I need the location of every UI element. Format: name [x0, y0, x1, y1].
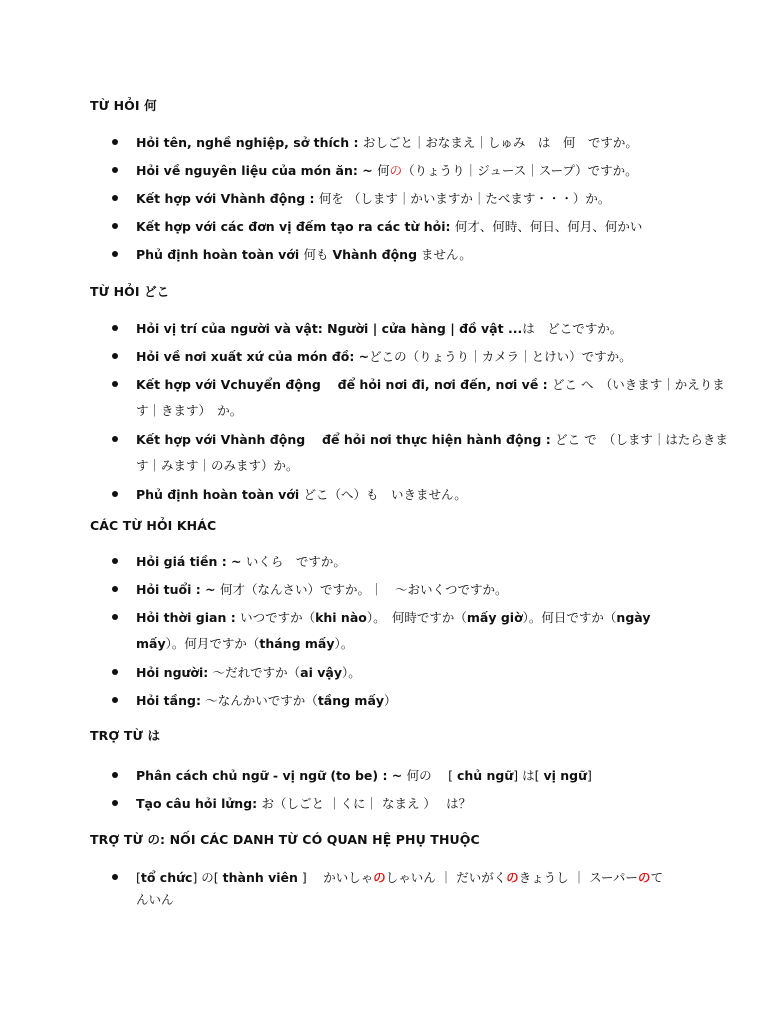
list-item — [136, 157, 678, 184]
item-label: Tạo câu hỏi lửng: — [136, 796, 262, 811]
item-text: ～なんかいですか（ — [205, 693, 318, 708]
item-text: は どこですか。 — [522, 321, 623, 336]
item-text: 何の [ — [406, 768, 457, 783]
bullet — [112, 772, 118, 778]
bullet — [112, 167, 118, 173]
bullet — [112, 325, 118, 331]
item-text: 何才、何時、何日、何月、何かい — [454, 219, 643, 234]
item-text: ～だれですか（ — [212, 665, 301, 680]
item-text: どこ で （します｜はたらきま — [555, 432, 728, 447]
list-item — [136, 129, 678, 156]
item-text: （りょうり｜ジュース｜スープ）ですか。 — [402, 163, 638, 178]
bullet — [112, 614, 118, 620]
item-text: ）。 — [334, 636, 354, 651]
item-label: Hỏi tuổi : ~ — [136, 582, 220, 597]
list-item — [136, 687, 678, 714]
item-label: mấy — [136, 636, 166, 651]
item-text: ） — [384, 693, 397, 708]
bullet — [112, 436, 118, 442]
bullet — [112, 381, 118, 387]
item-text: す｜みます｜のみます）か。 — [136, 458, 299, 473]
highlight-particle: の — [637, 870, 651, 885]
bullet — [112, 800, 118, 806]
item-text: どこ（へ）も いきません。 — [303, 487, 467, 502]
item-text: ません。 — [417, 247, 472, 262]
item-text: おしごと｜おなまえ｜しゅみ は 何 ですか。 — [362, 135, 638, 150]
item-text: ] は[ — [513, 768, 544, 783]
list-item — [136, 343, 678, 370]
item-text: お（しごと ｜くに｜ なまえ ） は？ — [261, 796, 472, 811]
bullet — [112, 251, 118, 257]
item-label: Phân cách chủ ngữ - vị ngữ (to be) : ~ — [136, 768, 407, 783]
section-heading: TRỢ TỪ は — [90, 728, 161, 743]
item-text: ）。 — [341, 665, 361, 680]
bullet — [112, 139, 118, 145]
list-item — [136, 241, 678, 268]
highlight-particle: の — [389, 163, 403, 178]
item-text: いくら ですか。 — [245, 554, 346, 569]
list-item-continuation — [136, 452, 678, 479]
item-text: ] かいしゃ — [297, 870, 374, 885]
item-text: ] — [587, 768, 592, 783]
item-label: tổ chức — [140, 870, 193, 885]
bullet — [112, 697, 118, 703]
item-label: chủ ngữ — [456, 768, 514, 783]
item-label: Hỏi người: — [136, 665, 213, 680]
item-text: 何才（なんさい）ですか。｜ ～おいくつですか。 — [219, 582, 508, 597]
item-label: vị ngữ — [543, 768, 587, 783]
item-label: Kết hợp với các đơn vị đếm tạo ra các từ hỏi: — [136, 219, 455, 234]
item-label: Hỏi tầng: — [136, 693, 206, 708]
item-label: tầng mấy — [317, 693, 385, 708]
item-label: Kết hợp với Vhành động : — [136, 191, 319, 206]
item-text: ] の[ — [192, 870, 223, 885]
item-label: Hỏi vị trí của người và vật: Người | cửa hàng | đồ vật ... — [136, 321, 523, 336]
item-text: ）。何日ですか（ — [522, 610, 617, 625]
item-label: Kết hợp với Vhành động để hỏi nơi thực hiện hành động : — [136, 432, 556, 447]
highlight-particle: の — [373, 870, 386, 885]
bullet — [112, 491, 118, 497]
section-heading: TỪ HỎI どこ — [90, 284, 170, 299]
bullet — [112, 223, 118, 229]
item-label: Hỏi tên, nghề nghiệp, sở thích : — [136, 135, 363, 150]
item-label: Phủ định hoàn toàn với — [136, 247, 304, 262]
list-item — [136, 762, 678, 789]
section-heading: TRỢ TỪ の: NỐI CÁC DANH TỪ CÓ QUAN HỆ PHỤ THUỘC — [90, 832, 480, 847]
list-item — [136, 576, 678, 603]
highlight-particle: の — [506, 870, 519, 885]
list-item — [136, 659, 678, 686]
item-text: きょうし ｜ スーパー — [518, 870, 638, 885]
item-text: どこの（りょうり｜カメラ｜とけい）ですか。 — [369, 349, 632, 364]
item-label: tháng mấy — [259, 636, 335, 651]
bullet — [112, 669, 118, 675]
bullet — [112, 558, 118, 564]
item-label: Kết hợp với Vchuyển động để hỏi nơi đi, nơi đến, nơi về : — [136, 377, 552, 392]
item-label: Hỏi về nơi xuất xứ của món đồ: ~ — [136, 349, 370, 364]
list-item-continuation — [136, 630, 678, 657]
item-text: 何 — [377, 163, 390, 178]
list-item — [136, 426, 728, 453]
item-text: いつですか（ — [240, 610, 316, 625]
item-label: ngày — [616, 610, 651, 625]
list-item — [136, 213, 678, 240]
item-label: ai vậy — [300, 665, 342, 680]
item-text: [ — [136, 870, 141, 885]
item-label: khi nào — [315, 610, 367, 625]
list-item-continuation — [136, 886, 678, 913]
item-label: mấy giờ — [466, 610, 523, 625]
bullet — [112, 353, 118, 359]
list-item — [136, 604, 678, 631]
item-text: ）。 何時ですか（ — [366, 610, 467, 625]
list-item — [136, 481, 678, 508]
item-label: Hỏi thời gian : — [136, 610, 241, 625]
list-item — [136, 790, 678, 817]
list-item — [136, 371, 725, 398]
item-label: Vhành động — [332, 247, 418, 262]
bullet — [112, 874, 118, 880]
item-text: て — [650, 870, 663, 885]
item-text: どこ へ （いきます｜かえりま — [552, 377, 725, 392]
item-text: 何も — [303, 247, 333, 262]
item-text: しゃいん ｜ だいがく — [385, 870, 507, 885]
item-label: thành viên — [222, 870, 298, 885]
bullet — [112, 586, 118, 592]
item-text: す｜きます） か。 — [136, 403, 243, 418]
item-label: Hỏi giá tiền : ~ — [136, 554, 246, 569]
item-text: んいん — [136, 892, 174, 907]
item-text: 何を （します｜かいますか｜たべます・・・）か。 — [318, 191, 611, 206]
section-heading: TỪ HỎI 何 — [90, 98, 157, 113]
list-item-continuation — [136, 397, 678, 424]
item-text: ）。何月ですか（ — [165, 636, 260, 651]
list-item — [136, 315, 678, 342]
section-heading: CÁC TỪ HỎI KHÁC — [90, 518, 217, 533]
item-label: Hỏi về nguyên liệu của món ăn: ~ — [136, 163, 378, 178]
item-label: Phủ định hoàn toàn với — [136, 487, 304, 502]
bullet — [112, 195, 118, 201]
list-item — [136, 185, 678, 212]
list-item — [136, 548, 678, 575]
